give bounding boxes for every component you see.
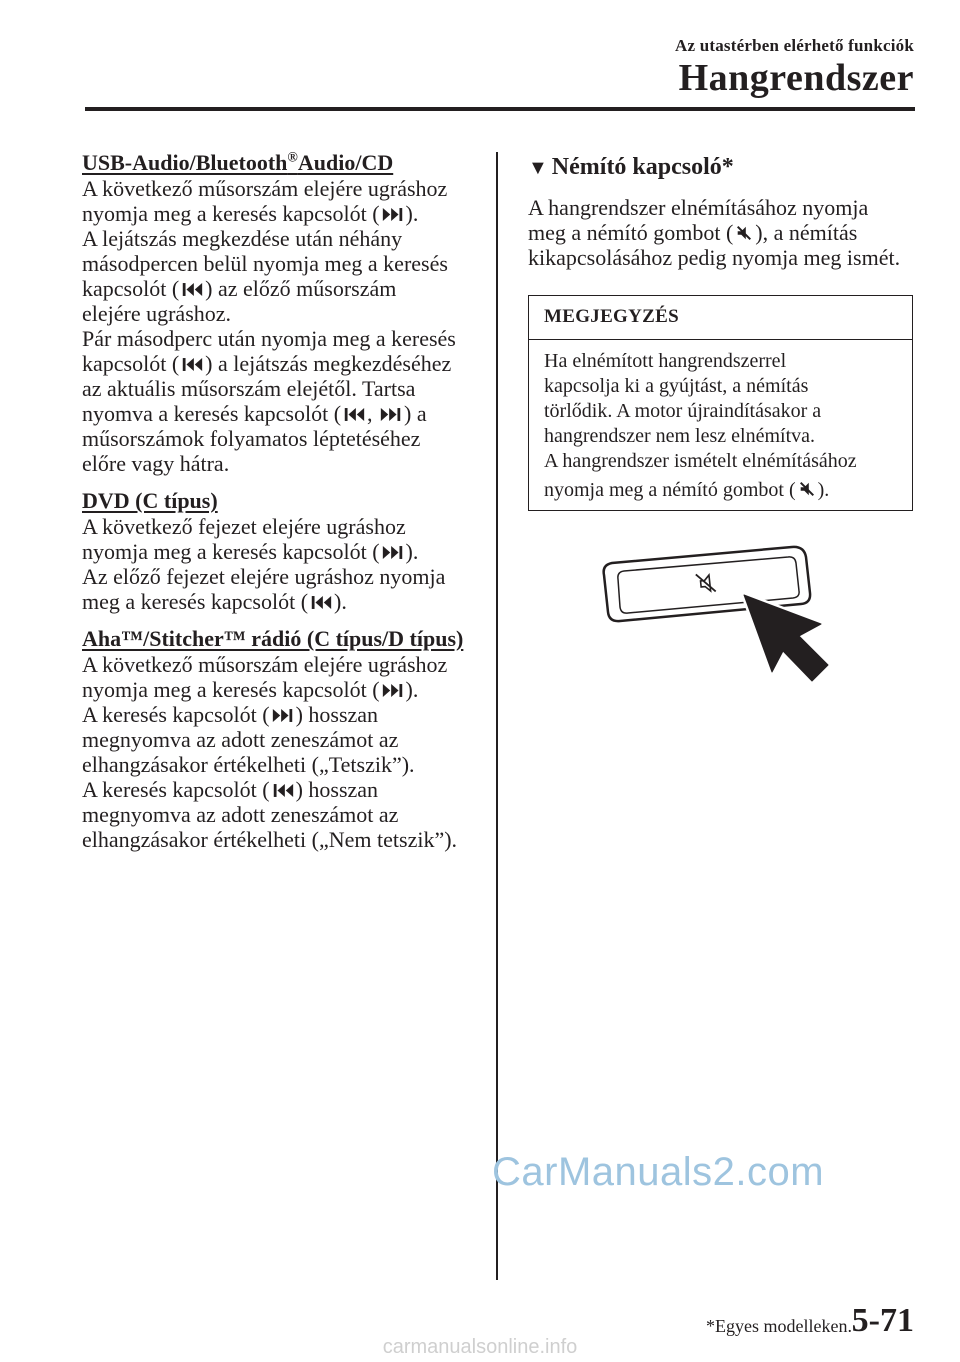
right-column <box>528 152 918 270</box>
chapter-subtitle: Az utastérben elérhető funkciók <box>675 36 914 55</box>
track-forward-icon <box>271 707 295 724</box>
track-back-icon <box>271 782 295 799</box>
track-back-icon <box>180 281 204 298</box>
page-number: 5-71 <box>851 1302 914 1339</box>
left-column <box>82 150 482 852</box>
note-body: Ha elnémított hangrendszerrel kapcsolja ki a gyújtást, a némítás törlődik. A motor újraindításakor a hangrendszer nem lesz elnémítva. A hangrendszer ismételt elnémításához nyomja meg a némító gombot ( ). <box>544 350 857 501</box>
track-back-icon <box>309 594 333 611</box>
section-marker-icon: ▼ <box>528 157 548 179</box>
track-back-icon <box>180 356 204 373</box>
section-heading-dvd: DVD (C típus) <box>82 488 218 513</box>
mute-icon <box>734 224 754 242</box>
pointer-arrow-icon <box>744 595 828 681</box>
section-heading-aha-stitcher: Aha™/Stitcher™ rádió (C típus/D típus) <box>82 626 464 651</box>
note-heading: MEGJEGYZÉS <box>529 296 912 340</box>
track-forward-icon <box>381 544 405 561</box>
track-forward-icon <box>381 206 405 223</box>
section-title-mute-switch: ▼ Némító kapcsoló* <box>528 154 734 180</box>
track-forward-icon <box>381 682 405 699</box>
usb-audio-paragraph: A következő műsorszám elejére ugráshoz nyomja meg a keresés kapcsolót ( ). A lejátszás megkezdése után néhány másodpercen belül nyomja meg a keresés kapcsolót ( ) az előző műsorszám elejére ugráshoz. Pár másodperc után nyomja meg a keresés kapcsolót ( ) a lejátszás megkezdéséhez az aktuális műsorszám elejétől. Tartsa nyomva a keresés kapcsolót ( , ) a műsorszámok folyamatos léptetéséhez előre vagy hátra. <box>82 176 456 476</box>
track-back-icon <box>342 406 366 423</box>
note-box <box>528 295 913 511</box>
mute-button-illustration <box>596 535 846 685</box>
header-rule <box>85 107 915 111</box>
site-watermark: carmanualsonline.info <box>382 1336 578 1358</box>
dvd-paragraph: A következő fejezet elejére ugráshoz nyomja meg a keresés kapcsolót ( ). Az előző fejezet elejére ugráshoz nyomja meg a keresés kapcsolót ( ). <box>82 514 446 614</box>
aha-stitcher-paragraph: A következő műsorszám elejére ugráshoz nyomja meg a keresés kapcsolót ( ). A keresés kapcsolót ( ) hosszan megnyomva az adott zeneszámot az elhangzásakor értékelheti („Tetszik”). A keresés kapcsolót ( ) hosszan megnyomva az adott zeneszámot az elhangzásakor értékelheti („Nem tetszik”). <box>82 652 458 852</box>
track-forward-icon <box>379 406 403 423</box>
page-title: Hangrendszer <box>678 57 914 99</box>
section-heading-usb-audio: USB-Audio/Bluetooth®Audio/CD <box>82 150 394 175</box>
watermark-logo: CarManuals2.com <box>492 1150 825 1194</box>
footnote: *Egyes modelleken. <box>706 1316 852 1336</box>
column-divider <box>496 152 498 1280</box>
mute-icon <box>797 480 817 498</box>
mute-paragraph: A hangrendszer elnémításához nyomja meg a némító gombot ( ), a némítás kikapcsolásához pedig nyomja meg ismét. <box>528 195 901 270</box>
